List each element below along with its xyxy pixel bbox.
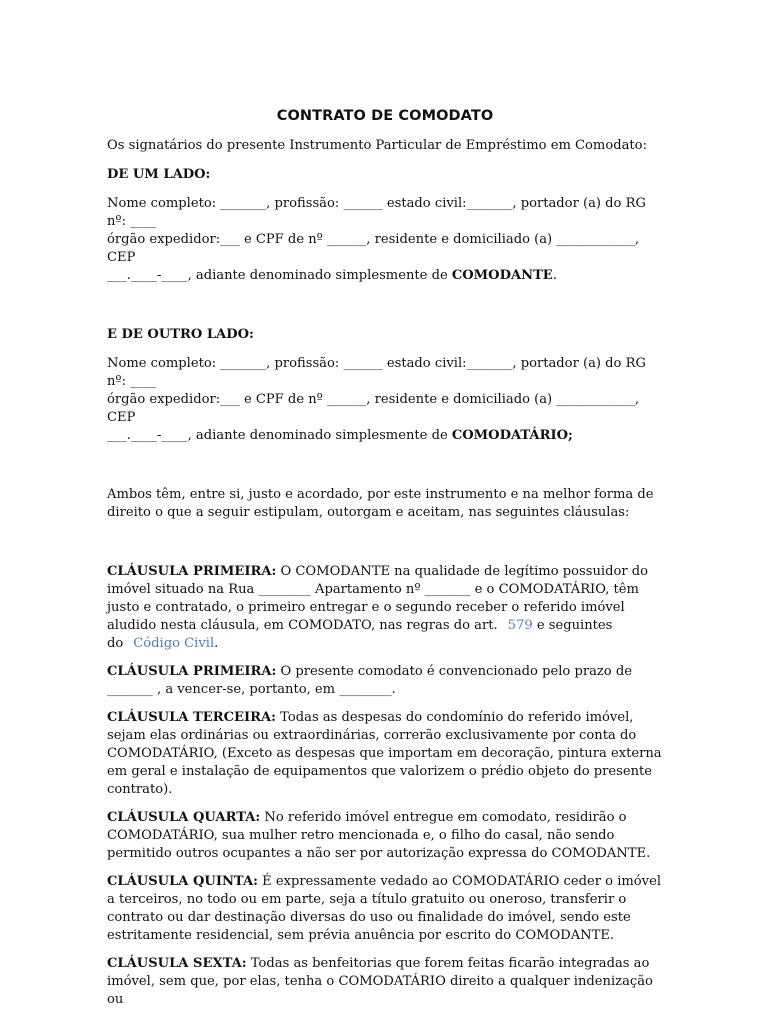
party1-block	[107, 195, 663, 285]
clause-3-label: CLÁUSULA TERCEIRA:	[107, 710, 277, 725]
clause-1-text: O COMODANTE na qualidade de legítimo possuidor do imóvel situado na Rua ________ Apartamento nº _______ e o COMODATÁRIO, têm justo e contratado, o primeiro entregar e o segundo receber o referido imóvel aludido nesta cláusula, em COMODATO, nas regras do art.	[107, 564, 649, 633]
clause-5-text: É expressamente vedado ao COMODATÁRIO ceder o imóvel a terceiros, no todo ou em parte, seja a título gratuito ou oneroso, transferir o contrato ou dar destinação diversas do uso ou finalidade do imóvel, sendo este estritamente residencial, sem prévia anuência por escrito do COMODANTE.	[107, 874, 662, 943]
ambos-paragraph: Ambos têm, entre si, justo e acordado, por este instrumento e na melhor forma de direito o que a seguir estipulam, outorgam e aceitam, nas seguintes cláusulas:	[107, 487, 654, 520]
party2-heading: E DE OUTRO LADO:	[107, 327, 254, 342]
clause-2-label: CLÁUSULA PRIMEIRA:	[107, 664, 277, 679]
party1-heading: DE UM LADO:	[107, 167, 211, 182]
clause-6-label: CLÁUSULA SEXTA:	[107, 956, 247, 971]
party1-line2: órgão expedidor:___ e CPF de nº ______, residente e domiciliado (a) ____________, CEP	[107, 232, 640, 265]
clause-1	[107, 563, 663, 653]
clause-1-text-end: .	[214, 636, 219, 651]
comodante-term: COMODANTE	[451, 268, 553, 283]
party1-line1: Nome completo: _______, profissão: ______ estado civil:_______, portador (a) do RG nº: ____	[107, 196, 646, 229]
clause-4-label: CLÁUSULA QUARTA:	[107, 810, 261, 825]
clause-6	[107, 955, 663, 1009]
party2-line3-prefix: ___.____-____, adiante denominado simplesmente de	[107, 428, 452, 443]
clause-1-text-middle: e seguintes do	[107, 618, 613, 651]
party2-line1: Nome completo: _______, profissão: ______ estado civil:_______, portador (a) do RG nº: ____	[107, 356, 646, 389]
clause-6-text: Todas as benfeitorias que forem feitas ficarão integradas ao imóvel, sem que, por elas, tenha o COMODATÁRIO direito a qualquer indenização ou	[107, 956, 653, 1007]
codigo-civil-link[interactable]: Código Civil	[133, 636, 215, 651]
clause-2-text: O presente comodato é convencionado pelo prazo de _______ , a vencer-se, portanto, em ________.	[107, 664, 632, 697]
party1-line3	[107, 267, 663, 285]
document-title: CONTRATO DE COMODATO	[276, 108, 494, 124]
clause-3	[107, 709, 663, 799]
clause-4-text: No referido imóvel entregue em comodato, residirão o COMODATÁRIO, sua mulher retro mencionada e, o filho do casal, não sendo permitido outros ocupantes a não ser por autorização expressa do COMODANTE.	[107, 810, 651, 861]
party2-line2: órgão expedidor:___ e CPF de nº ______, residente e domiciliado (a) ____________, CEP	[107, 392, 640, 425]
party2-block	[107, 355, 663, 445]
clause-4	[107, 809, 663, 863]
comodatario-term: COMODATÁRIO;	[451, 428, 573, 443]
article-579-link[interactable]: 579	[507, 618, 533, 633]
document-page	[107, 106, 663, 1019]
party1-line3-suffix: .	[552, 268, 557, 283]
party2-line3	[107, 427, 663, 445]
clause-5-label: CLÁUSULA QUINTA:	[107, 874, 258, 889]
clause-2	[107, 663, 663, 699]
clause-3-text: Todas as despesas do condomínio do referido imóvel, sejam elas ordinárias ou extraordinárias, correrão exclusivamente por conta do COMODATÁRIO, (Exceto as despesas que importam em decoração, pintura externa em geral e instalação de equipamentos que valorizem o prédio objeto do presente contrato).	[107, 710, 662, 797]
intro-paragraph: Os signatários do presente Instrumento Particular de Empréstimo em Comodato:	[107, 138, 647, 153]
clause-1-label: CLÁUSULA PRIMEIRA:	[107, 564, 277, 579]
party1-line3-prefix: ___.____-____, adiante denominado simplesmente de	[107, 268, 452, 283]
clause-5	[107, 873, 663, 945]
